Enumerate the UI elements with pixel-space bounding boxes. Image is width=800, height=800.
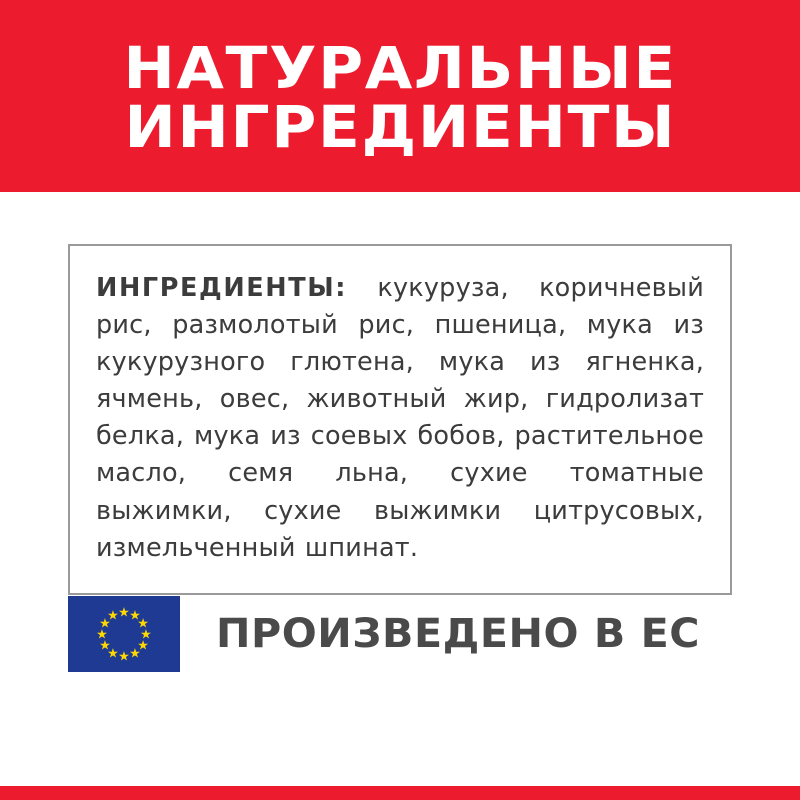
eu-star-icon: ★ — [96, 626, 108, 642]
ingredients-panel — [68, 244, 732, 595]
headline-line-2: ИНГРЕДИЕНТЫ — [124, 93, 676, 161]
ingredients-label: ИНГРЕДИЕНТЫ: — [96, 273, 348, 303]
body-area — [0, 192, 800, 800]
made-in-label: ПРОИЗВЕДЕНО В ЕС — [216, 611, 701, 657]
eu-star-icon: ★ — [140, 626, 152, 642]
ingredients-list: кукуруза, коричневый рис, размолотый рис, пшеница, мука из кукурузного глютена, мука из ягненка, ячмень, овес, животный жир, гидролизат белка, мука из соевых бобов, растительное масло, семя льна, сухие томатные выжимки, сухие выжимки цитрусовых, измельченный шпинат. — [96, 273, 704, 563]
headline-line-1: НАТУРАЛЬНЫЕ — [123, 33, 677, 102]
headline-banner — [0, 0, 800, 192]
eu-flag-icon — [68, 596, 180, 672]
origin-footer — [68, 596, 701, 672]
eu-star-icon: ★ — [107, 645, 119, 661]
ingredients-paragraph — [96, 270, 704, 567]
eu-star-icon: ★ — [99, 615, 111, 631]
eu-star-icon: ★ — [99, 637, 111, 653]
eu-star-icon: ★ — [129, 607, 141, 623]
bottom-red-strip — [0, 786, 800, 800]
eu-star-icon: ★ — [107, 607, 119, 623]
eu-star-icon: ★ — [129, 645, 141, 661]
eu-star-icon: ★ — [118, 648, 130, 664]
eu-star-icon: ★ — [137, 615, 149, 631]
eu-star-icon: ★ — [118, 604, 130, 620]
eu-star-icon: ★ — [137, 637, 149, 653]
